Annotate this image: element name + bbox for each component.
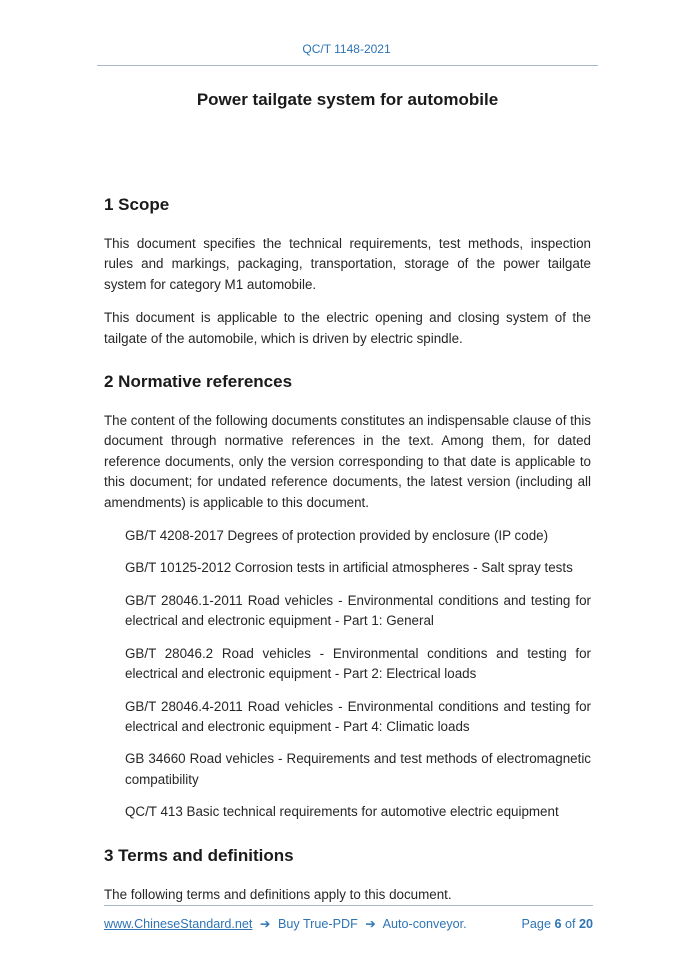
scope-paragraph-1: This document specifies the technical requirements, test methods, inspection rules and markings, packaging, transportation, storage of the power tailgate system for category M1 automobile. bbox=[104, 236, 591, 292]
footer-buy-text: Buy True-PDF bbox=[277, 917, 358, 931]
header-divider bbox=[97, 65, 598, 66]
document-title: Power tailgate system for automobile bbox=[196, 90, 499, 109]
page-current-number: 6 bbox=[554, 917, 562, 931]
section-heading-normative-references: 2 Normative references bbox=[104, 372, 293, 392]
arrow-icon: ➔ bbox=[365, 917, 376, 931]
normative-intro-paragraph: The content of the following documents constitutes an indispensable clause of this document through normative references in the text. Among them, for dated reference documents, only the version corresponding to that date is applicable to this document; for undated reference documents, the latest version (including all amendments) is applicable to this document. bbox=[104, 413, 591, 510]
reference-item: GB/T 4208-2017 Degrees of protection provided by enclosure (IP code) bbox=[125, 528, 549, 544]
page-footer bbox=[104, 916, 593, 931]
reference-item: QC/T 413 Basic technical requirements for automotive electric equipment bbox=[125, 804, 559, 820]
page-indicator bbox=[522, 917, 593, 931]
doc-code: QC/T 1148-2021 bbox=[302, 42, 391, 56]
section-heading-scope: 1 Scope bbox=[104, 195, 170, 214]
reference-item: GB/T 28046.2 Road vehicles - Environmental conditions and testing for electrical and electronic equipment - Part 2: Electrical loads bbox=[125, 645, 591, 682]
terms-paragraph-1: The following terms and definitions apply to this document. bbox=[104, 886, 452, 902]
reference-item: GB 34660 Road vehicles - Requirements and test methods of electromagnetic compatibility bbox=[125, 751, 591, 787]
page-label: Page bbox=[521, 917, 551, 931]
footer-auto-text: Auto-conveyor. bbox=[382, 917, 467, 931]
site-link[interactable]: www.ChineseStandard.net bbox=[104, 917, 253, 931]
page-total-number: 20 bbox=[578, 917, 593, 931]
section-heading-terms-definitions: 3 Terms and definitions bbox=[104, 845, 294, 865]
footer-divider bbox=[104, 905, 593, 906]
document-content bbox=[104, 86, 591, 918]
scope-paragraph-2: This document is applicable to the electric opening and closing system of the tailgate of the automobile, which is driven by electric spindle. bbox=[104, 310, 591, 346]
reference-item: GB/T 10125-2012 Corrosion tests in artificial atmospheres - Salt spray tests bbox=[125, 560, 573, 576]
arrow-icon: ➔ bbox=[259, 917, 271, 931]
page-of-label: of bbox=[564, 917, 576, 931]
footer-links bbox=[104, 916, 467, 931]
reference-item: GB/T 28046.1-2011 Road vehicles - Environmental conditions and testing for electrical and electronic equipment - Part 1: General bbox=[125, 592, 591, 629]
reference-item: GB/T 28046.4-2011 Road vehicles - Environmental conditions and testing for electrical and electronic equipment - Part 4: Climatic loads bbox=[125, 698, 591, 734]
page-header bbox=[97, 42, 596, 56]
